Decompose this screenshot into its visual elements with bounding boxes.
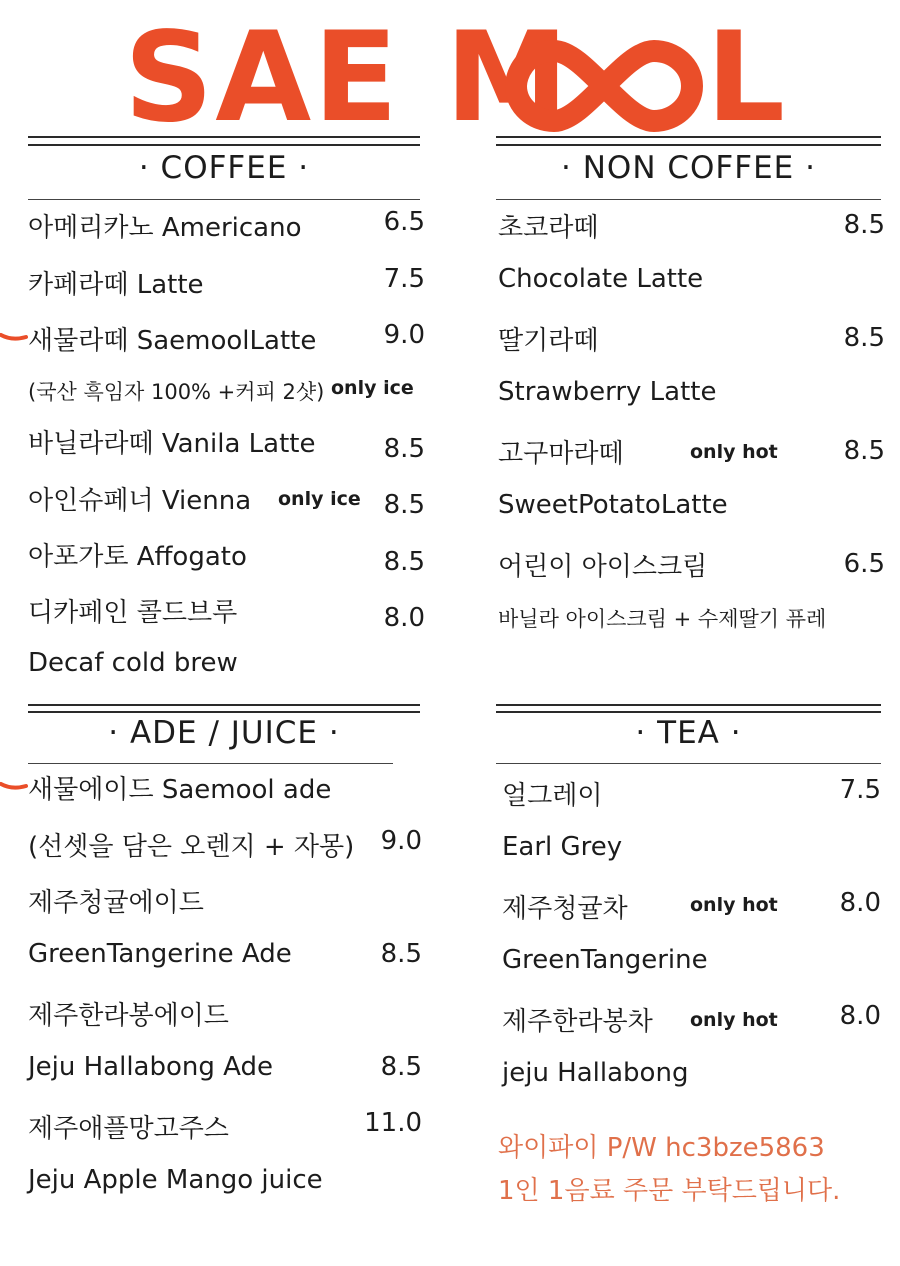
price-earl-grey: 7.5	[839, 775, 881, 805]
price-green-tangerine-tea: 8.0	[839, 888, 881, 918]
brand-logo	[124, 6, 788, 150]
menu-item-apple-mango-juice: 제주애플망고주스	[28, 1114, 229, 1144]
menu-item-green-tangerine-ade: 제주청귤에이드	[28, 888, 204, 918]
divider	[496, 711, 881, 713]
menu-item-green-tangerine-tea-english: GreenTangerine	[502, 945, 708, 975]
only-hot-note: only hot	[690, 1009, 778, 1031]
price-strawberry-latte: 8.5	[843, 323, 885, 353]
divider	[28, 704, 420, 706]
menu-item-earl-grey-english: Earl Grey	[502, 832, 623, 862]
menu-item-saemool-latte: 새물라떼 SaemoolLatte	[28, 326, 317, 356]
divider	[496, 763, 881, 764]
price-green-tangerine-ade: 8.5	[380, 939, 422, 969]
logo-text-right: L	[706, 6, 788, 150]
only-ice-note: only ice	[331, 377, 414, 399]
price-vienna: 8.5	[383, 490, 425, 520]
logo-text-left: SAE M	[124, 6, 571, 150]
menu-item-kids-ice-cream: 어린이 아이스크림	[498, 552, 708, 582]
menu-item-saemool-ade: 새물에이드 Saemool ade	[28, 775, 332, 805]
only-hot-note: only hot	[690, 894, 778, 916]
highlight-mark-icon	[0, 330, 28, 344]
menu-item-description: 바닐라 아이스크림 + 수제딸기 퓨레	[498, 607, 827, 631]
menu-item-hallabong-ade-english: Jeju Hallabong Ade	[28, 1052, 273, 1082]
price-apple-mango-juice: 11.0	[364, 1108, 422, 1138]
price-affogato: 8.5	[383, 547, 425, 577]
menu-item-sweet-potato-latte: 고구마라떼	[498, 439, 624, 469]
menu-item-description: (선셋을 담은 오렌지 + 자몽)	[28, 832, 355, 862]
price-americano: 6.5	[383, 207, 425, 237]
menu-item-green-tangerine-tea: 제주청귤차	[502, 894, 628, 924]
menu-item-affogato: 아포가토 Affogato	[28, 542, 247, 572]
menu-item-vanila-latte: 바닐라라떼 Vanila Latte	[28, 429, 316, 459]
price-choco-latte: 8.5	[843, 210, 885, 240]
divider	[28, 763, 393, 764]
menu-item-americano: 아메리카노 Americano	[28, 213, 302, 243]
menu-item-earl-grey: 얼그레이	[502, 781, 603, 811]
price-saemool-ade: 9.0	[380, 826, 422, 856]
price-decaf: 8.0	[383, 603, 425, 633]
menu-item-green-tangerine-ade-english: GreenTangerine Ade	[28, 939, 292, 969]
menu-item-vienna: 아인슈페너 Vienna	[28, 486, 252, 516]
divider	[496, 704, 881, 706]
section-title-non-coffee: · NON COFFEE ·	[561, 150, 816, 186]
only-ice-note: only ice	[278, 488, 361, 510]
wifi-password-notice: 와이파이 P/W hc3bze5863	[498, 1133, 825, 1163]
menu-item-sweet-potato-english: SweetPotatoLatte	[498, 490, 728, 520]
section-title-tea: · TEA ·	[635, 715, 742, 751]
divider	[496, 199, 881, 200]
menu-item-decaf-english: Decaf cold brew	[28, 648, 238, 678]
price-hallabong-ade: 8.5	[380, 1052, 422, 1082]
menu-item-strawberry-latte-english: Strawberry Latte	[498, 377, 717, 407]
divider	[28, 199, 420, 200]
section-title-coffee: · COFFEE ·	[138, 150, 310, 186]
price-sweet-potato-latte: 8.5	[843, 436, 885, 466]
menu-item-strawberry-latte: 딸기라떼	[498, 326, 599, 356]
menu-item-hallabong-tea: 제주한라봉차	[502, 1007, 653, 1037]
menu-item-latte: 카페라떼 Latte	[28, 270, 204, 300]
price-kids-ice-cream: 6.5	[843, 549, 885, 579]
price-vanila-latte: 8.5	[383, 434, 425, 464]
menu-item-choco-latte: 초코라떼	[498, 213, 599, 243]
divider	[28, 711, 420, 713]
section-title-ade-juice: · ADE / JUICE ·	[108, 715, 340, 751]
price-latte: 7.5	[383, 264, 425, 294]
only-hot-note: only hot	[690, 441, 778, 463]
highlight-mark-icon	[0, 779, 28, 793]
infinity-icon	[504, 36, 704, 136]
order-notice: 1인 1음료 주문 부탁드립니다.	[498, 1176, 841, 1206]
menu-item-apple-mango-juice-english: Jeju Apple Mango juice	[28, 1165, 323, 1195]
price-saemool-latte: 9.0	[383, 320, 425, 350]
menu-item-description: (국산 흑임자 100% +커피 2샷)	[28, 380, 325, 404]
divider	[496, 144, 881, 146]
menu-item-hallabong-tea-english: jeju Hallabong	[502, 1058, 689, 1088]
divider	[496, 136, 881, 138]
divider	[28, 144, 420, 146]
menu-item-decaf: 디카페인 콜드브루	[28, 598, 238, 628]
price-hallabong-tea: 8.0	[839, 1001, 881, 1031]
menu-item-choco-latte-english: Chocolate Latte	[498, 264, 704, 294]
menu-item-hallabong-ade: 제주한라봉에이드	[28, 1001, 229, 1031]
divider	[28, 136, 420, 138]
